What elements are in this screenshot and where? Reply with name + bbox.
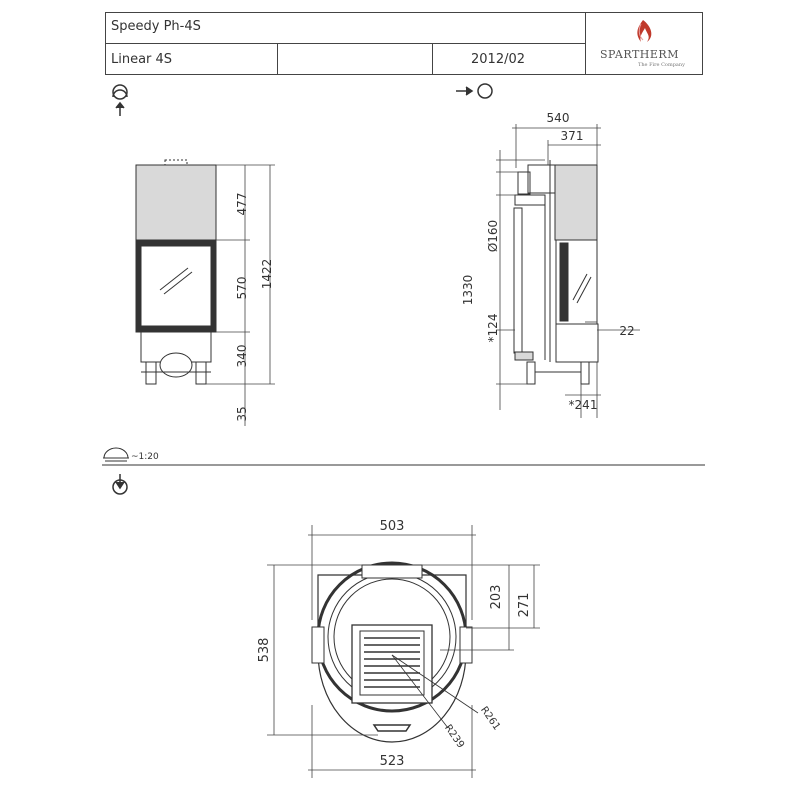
- variant-name: Linear 4S: [111, 52, 173, 67]
- dim-feet: 35: [235, 406, 249, 422]
- brand-name: SPARTHERM: [600, 48, 679, 61]
- dim-depth: 540: [546, 111, 570, 125]
- dim-depth-b: 271: [517, 592, 532, 618]
- brand-tagline: The Fire Company: [638, 62, 685, 68]
- side-view: [514, 160, 598, 384]
- dim-base: 340: [235, 344, 249, 368]
- dim-offset: *124: [486, 313, 500, 343]
- dim-total-height: 1422: [260, 258, 274, 290]
- drawing-date: 2012/02: [471, 52, 526, 67]
- dim-door-height: 570: [235, 276, 249, 300]
- side-view-icon: [456, 84, 492, 98]
- dim-depth-a: 203: [489, 584, 504, 610]
- dim-radius-inner: R239: [442, 722, 467, 751]
- dim-top-depth: 538: [257, 637, 272, 663]
- dim-width-bottom: 523: [379, 754, 405, 769]
- dim-foot-offset: *241: [568, 398, 598, 412]
- front-view-icon: [113, 85, 127, 116]
- dim-frame: 22: [619, 324, 635, 338]
- dim-depth-front: 371: [560, 129, 584, 143]
- dim-radius-outer: R261: [478, 704, 503, 733]
- scale-label: ~1:20: [131, 452, 159, 462]
- dim-flue-diameter: Ø160: [486, 219, 500, 253]
- dim-width-top: 503: [379, 519, 405, 534]
- top-view-icon: [113, 474, 127, 494]
- top-view: [312, 563, 478, 742]
- dim-side-height: 1330: [461, 274, 475, 306]
- front-view: [136, 160, 216, 384]
- dim-top-section: 477: [235, 192, 249, 216]
- model-name: Speedy Ph-4S: [111, 19, 201, 34]
- scale-icon: [103, 448, 129, 461]
